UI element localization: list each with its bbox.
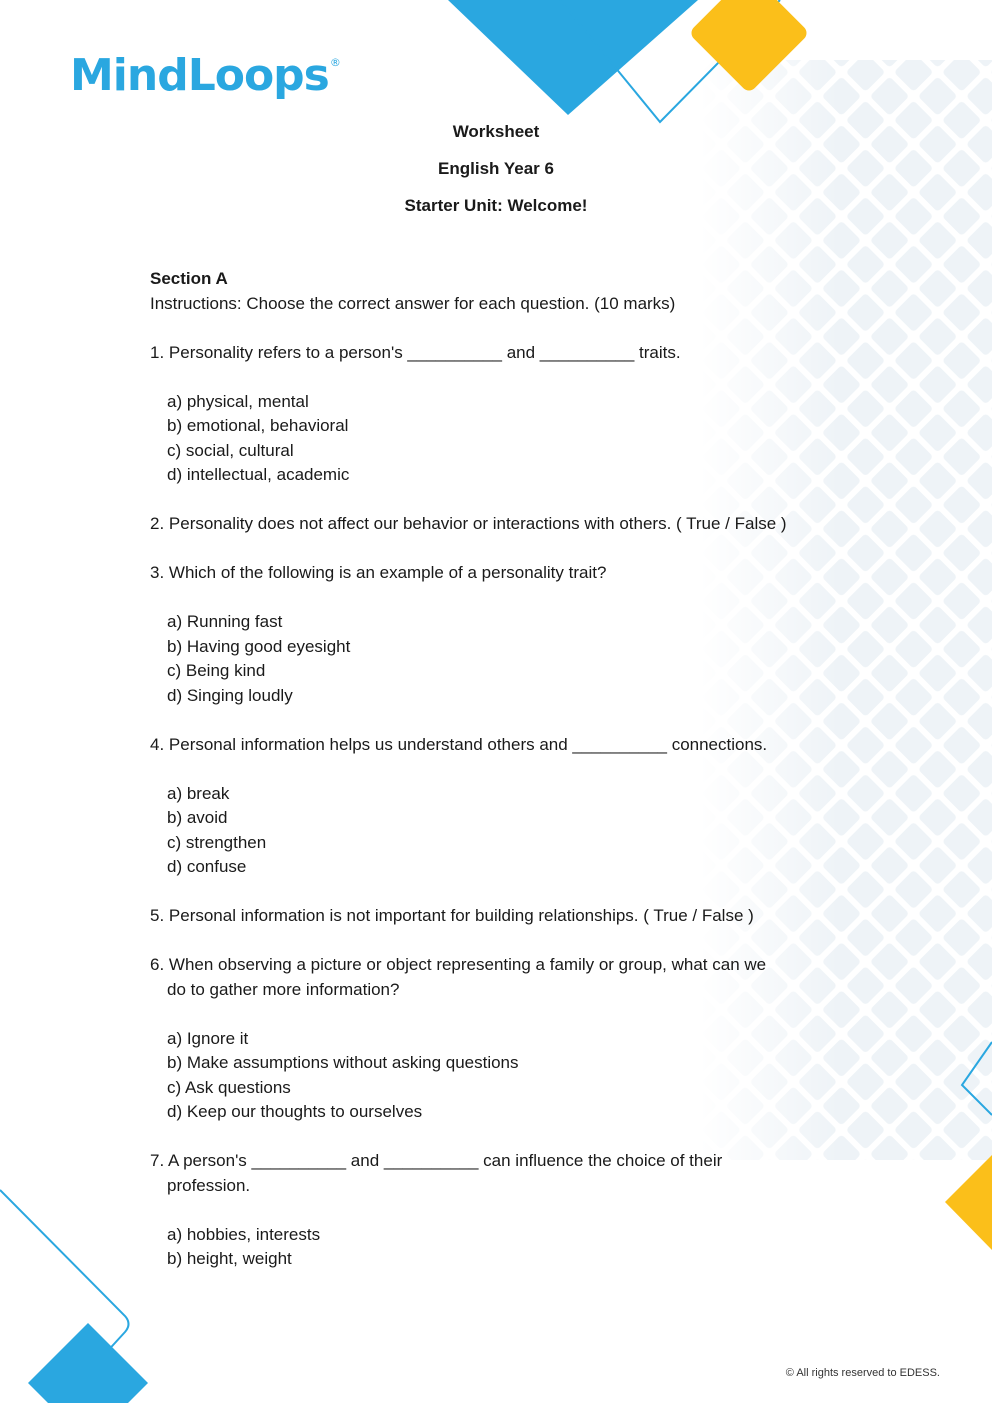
- subject-title: English Year 6: [438, 159, 554, 178]
- question-text: 1. Personality refers to a person's __________ and __________ traits.: [150, 342, 681, 362]
- options-list: [167, 390, 870, 488]
- question-2: [150, 512, 870, 537]
- option: d) Keep our thoughts to ourselves: [167, 1102, 423, 1121]
- options-list: [167, 782, 870, 880]
- option: b) Make assumptions without asking questions: [167, 1053, 519, 1072]
- worksheet-title: Worksheet: [452, 122, 540, 141]
- section-instructions: Instructions: Choose the correct answer for each question. (10 marks): [150, 293, 676, 313]
- option: b) avoid: [167, 808, 228, 827]
- options-list: [167, 1223, 870, 1272]
- option: d) confuse: [167, 857, 247, 876]
- question-text: 2. Personality does not affect our behavior or interactions with others. ( True / False ): [150, 514, 787, 533]
- option: a) break: [167, 783, 230, 803]
- mindloops-logo: [70, 50, 340, 101]
- blue-diamond-bottom-left: [28, 1323, 148, 1403]
- question-7: [150, 1149, 870, 1272]
- option: c) strengthen: [167, 832, 267, 852]
- question-1: [150, 341, 870, 488]
- option: a) hobbies, interests: [167, 1224, 321, 1244]
- logo-text: MindLoops: [70, 50, 329, 101]
- options-list: [167, 1027, 870, 1125]
- option: c) Being kind: [167, 661, 266, 680]
- option: d) intellectual, academic: [167, 465, 350, 484]
- question-text: 5. Personal information is not important for building relationships. ( True / False ): [150, 906, 754, 925]
- question-6: [150, 953, 870, 1125]
- option: a) Ignore it: [167, 1028, 249, 1048]
- option: a) physical, mental: [167, 391, 309, 411]
- question-text: 6. When observing a picture or object representing a family or group, what can we: [150, 955, 767, 974]
- question-3: [150, 561, 870, 708]
- option: b) emotional, behavioral: [167, 416, 349, 435]
- question-text-continued: do to gather more information?: [167, 979, 400, 999]
- option: d) Singing loudly: [167, 685, 293, 705]
- option: a) Running fast: [167, 612, 283, 631]
- question-text: 7. A person's __________ and __________ can influence the choice of their: [150, 1151, 723, 1170]
- question-text: 4. Personal information helps us understand others and __________ connections.: [150, 734, 768, 754]
- worksheet-content: [150, 267, 870, 1296]
- option: b) height, weight: [167, 1249, 292, 1268]
- option: c) Ask questions: [167, 1077, 291, 1097]
- question-5: [150, 904, 870, 929]
- question-text-continued: profession.: [167, 1175, 251, 1195]
- options-list: [167, 610, 870, 708]
- unit-title: Starter Unit: Welcome!: [404, 196, 588, 215]
- yellow-diamond-right: [945, 1155, 992, 1250]
- registered-mark: ®: [329, 56, 340, 69]
- option: b) Having good eyesight: [167, 636, 351, 656]
- option: c) social, cultural: [167, 440, 294, 460]
- question-text: 3. Which of the following is an example of a personality trait?: [150, 563, 607, 582]
- section-title: Section A: [150, 269, 228, 288]
- copyright-footer: © All rights reserved to EDESS.: [785, 1367, 940, 1379]
- question-4: [150, 733, 870, 880]
